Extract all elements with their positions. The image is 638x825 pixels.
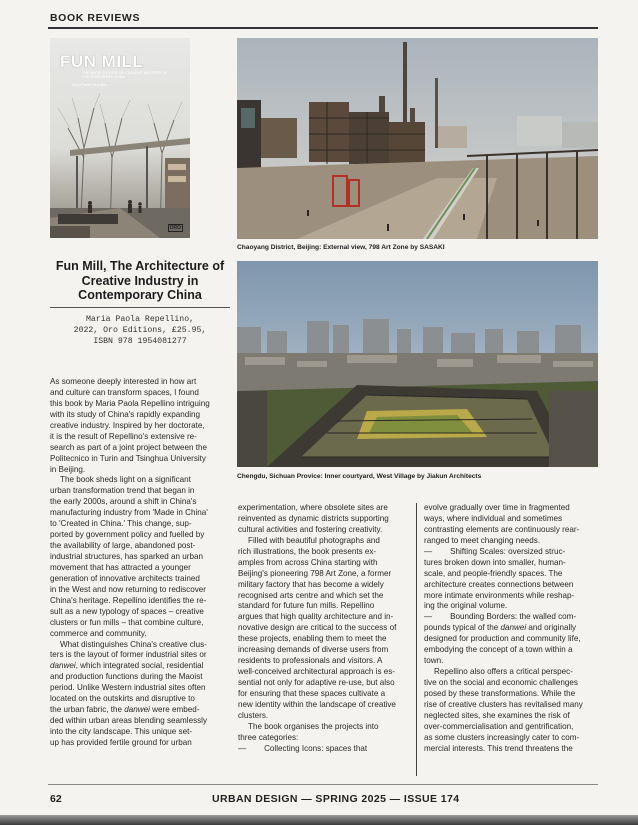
text-line: ranged to meet changing needs. (424, 535, 541, 545)
text-line: search as part of a joint project between the (50, 442, 208, 452)
book-meta-line: Maria Paola Repellino, (85, 315, 195, 324)
header-rule (48, 27, 598, 29)
text-line: with its study of China's rapidly expanding (50, 409, 201, 419)
text-line: contrasting elements are continuously rear- (424, 524, 580, 534)
text-line: the early 2000s, around a shift in China's (50, 497, 197, 507)
text-line: new identity within the landscape of creative (238, 699, 396, 709)
text-line: — Collecting Icons: spaces that (238, 743, 368, 753)
text-line: tive on the social and economic challenges (424, 678, 578, 687)
text-line: evolve gradually over time in fragmented (424, 503, 570, 512)
text-line: tures broken down into smaller, human- (424, 557, 566, 567)
text-line: — Shifting Scales: oversized struc- (424, 546, 566, 556)
text-line: these projects, enabling them to meet the (238, 634, 387, 644)
text-line: argues that high quality architecture and in- (238, 612, 394, 622)
cover-subtitle: THE ARCHITECTURE OF CREATIVE INDUSTRY IN CONTEMPORARY CHINA (82, 71, 167, 79)
text-line: the availability of large, abandoned post- (50, 541, 196, 551)
body-column-2 (238, 503, 414, 755)
text-line: industrial structures, has sparked an urban (50, 552, 203, 561)
text-line: ported by government policy and fuelled by (50, 530, 205, 540)
section-label: BOOK REVIEWS (50, 12, 141, 24)
text-line: three categories: (238, 732, 299, 742)
text-line: mercial interests. This trend threatens the (424, 743, 573, 753)
danwei-term: danwei (124, 705, 150, 715)
text-line: embodying the concept of a town within a (424, 645, 573, 655)
text-line: Repellino also offers a critical perspec- (434, 667, 573, 677)
book-meta-line: 2022, Oro Editions, £25.95, (73, 326, 207, 335)
footer-rule (48, 784, 598, 785)
text-line: residents to professionals and visitors. A (238, 656, 383, 666)
text-line: ing the original volume. (424, 601, 508, 611)
text-line: commerce and community. (50, 628, 147, 638)
publisher-logo: ORO (169, 225, 181, 231)
text-line: What distinguishes China's creative clus- (60, 639, 207, 649)
text-line: scale, and people-friendly spaces. The (424, 568, 563, 578)
text-line: over-commercialisation and gentrification, (424, 721, 574, 731)
text-line: manufacturing industry from 'Made in China' (50, 508, 208, 518)
text-line: and culture can transform spaces, I found (50, 387, 199, 397)
text-line: up has provided fertile ground for urban (50, 737, 192, 747)
text-line: located on the outskirts and disruptive to (50, 694, 195, 704)
text-line: reinvented as dynamic districts supporting (238, 513, 389, 523)
text-line: The book organises the projects into (248, 721, 379, 731)
text-line: clusters. (238, 710, 269, 720)
text-line: movement that has attracted a younger (50, 562, 191, 572)
text-line: rich illustrations, the book presents ex- (238, 546, 377, 556)
text-line: urban transformation trend that began in (50, 486, 195, 496)
cover-title: FUN MILL (60, 52, 144, 71)
text-line: this book by Maria Paola Repellino intriguing (50, 398, 210, 408)
column-divider (416, 503, 417, 776)
book-meta (50, 314, 230, 347)
text-line: in the West and now returning to rediscover (50, 584, 206, 594)
text-line: standard for future fun mills. Repellino (238, 601, 375, 611)
danwei-term: danwei (50, 661, 76, 671)
photo-west-village (237, 261, 598, 467)
text-line: sult as a new typology of spaces – creative (50, 606, 204, 616)
text-line: neglected sites, she examines the risk of (424, 710, 570, 720)
book-title: Fun Mill, The Architecture of Creative Industry in Contemporary China (55, 259, 225, 302)
text-line: pounds typical of the danwei and originally (424, 623, 577, 633)
photo-caption: Chaoyang District, Beijing: External view, 798 Art Zone by SASAKI (237, 244, 445, 251)
text-line: town. (424, 656, 444, 666)
text-line: experimentation, where obsolete sites are (238, 503, 388, 512)
cover-author: Maria Paola Repellino (72, 83, 108, 87)
text-line: ways, where individual and sometimes (424, 513, 563, 523)
text-line: amples from across China starting with (238, 557, 378, 567)
body-column-3 (424, 503, 600, 755)
text-line: the urban fabric, the danwei were embed- (50, 705, 200, 715)
text-line: novative design are critical to the success of (238, 623, 397, 633)
text-line: Politecnico in Turin and Tsinghua University (50, 453, 206, 463)
text-line: generation of innovative architects trained (50, 573, 200, 583)
text-line: posed by these transformations. While the (424, 688, 576, 698)
text-line: period. Unlike Western industrial sites often (50, 683, 206, 693)
text-line: cultural activities and fostering creativity. (238, 524, 383, 534)
text-line: increasing demands of diverse users from (238, 645, 389, 655)
book-title-rule (50, 307, 230, 308)
book-meta-line: ISBN 978 1954081277 (93, 337, 187, 346)
text-line: designed for production and community life, (424, 634, 581, 644)
text-line: sential not only for adaptive re-use, but also (238, 678, 395, 687)
publication-footer: URBAN DESIGN — SPRING 2025 — ISSUE 174 (212, 793, 460, 805)
text-line: it is the result of Repellino's extensive re- (50, 431, 197, 441)
text-line: to 'Created in China.' This change, sup- (50, 519, 192, 529)
text-line: in Beijing. (50, 464, 86, 474)
text-line: recognised arts centre and which set the (238, 590, 384, 600)
text-line: As someone deeply interested in how art (50, 377, 197, 386)
text-line: The book sheds light on a significant (60, 475, 191, 485)
text-line: more intimate environments while reshap- (424, 590, 575, 600)
photo-798-art-zone (237, 38, 598, 239)
text-line: for ensuring that these spaces cultivate a (238, 688, 386, 698)
text-line: well-conceived architectural approach is es- (238, 667, 396, 677)
photo-west-village-scene (237, 261, 598, 467)
text-line: clusters or fun mills – that combine culture, (50, 617, 204, 627)
page-number: 62 (50, 793, 62, 805)
text-line: China's heritage. Repellino identifies the re- (50, 595, 207, 605)
body-column-1 (50, 377, 232, 749)
text-line: military factory that has become a widely (238, 579, 384, 589)
danwei-term: danwei (500, 623, 527, 633)
text-line: ters is the layout of former industrial sites or (50, 650, 207, 660)
text-line: Filled with beautiful photographs and (248, 535, 380, 545)
book-cover-image (50, 38, 190, 238)
photo-caption: Chengdu, Sichuan Provice: Inner courtyard, West Village by Jiakun Architects (237, 473, 482, 480)
text-line: ded within urban areas blending seamlessly (50, 716, 208, 726)
text-line: Beijing's pioneering 798 Art Zone, a former (238, 568, 392, 578)
text-line: creative industry. Inspired by her doctorate, (50, 420, 205, 430)
scan-edge (0, 815, 638, 825)
text-line: danwei, which integrated social, residential (50, 661, 204, 671)
photo-798-scene (237, 38, 598, 239)
text-line: into the city landscape. This unique set- (50, 727, 193, 736)
text-line: rise of creative clusters has revitalised many (424, 699, 583, 709)
text-line: architecture creates connections between (424, 579, 574, 589)
text-line: as some clusters increasingly cater to com- (424, 732, 580, 742)
text-line: — Bounding Borders: the walled com- (424, 612, 577, 622)
text-line: and production functions during the Maoist (50, 672, 203, 682)
